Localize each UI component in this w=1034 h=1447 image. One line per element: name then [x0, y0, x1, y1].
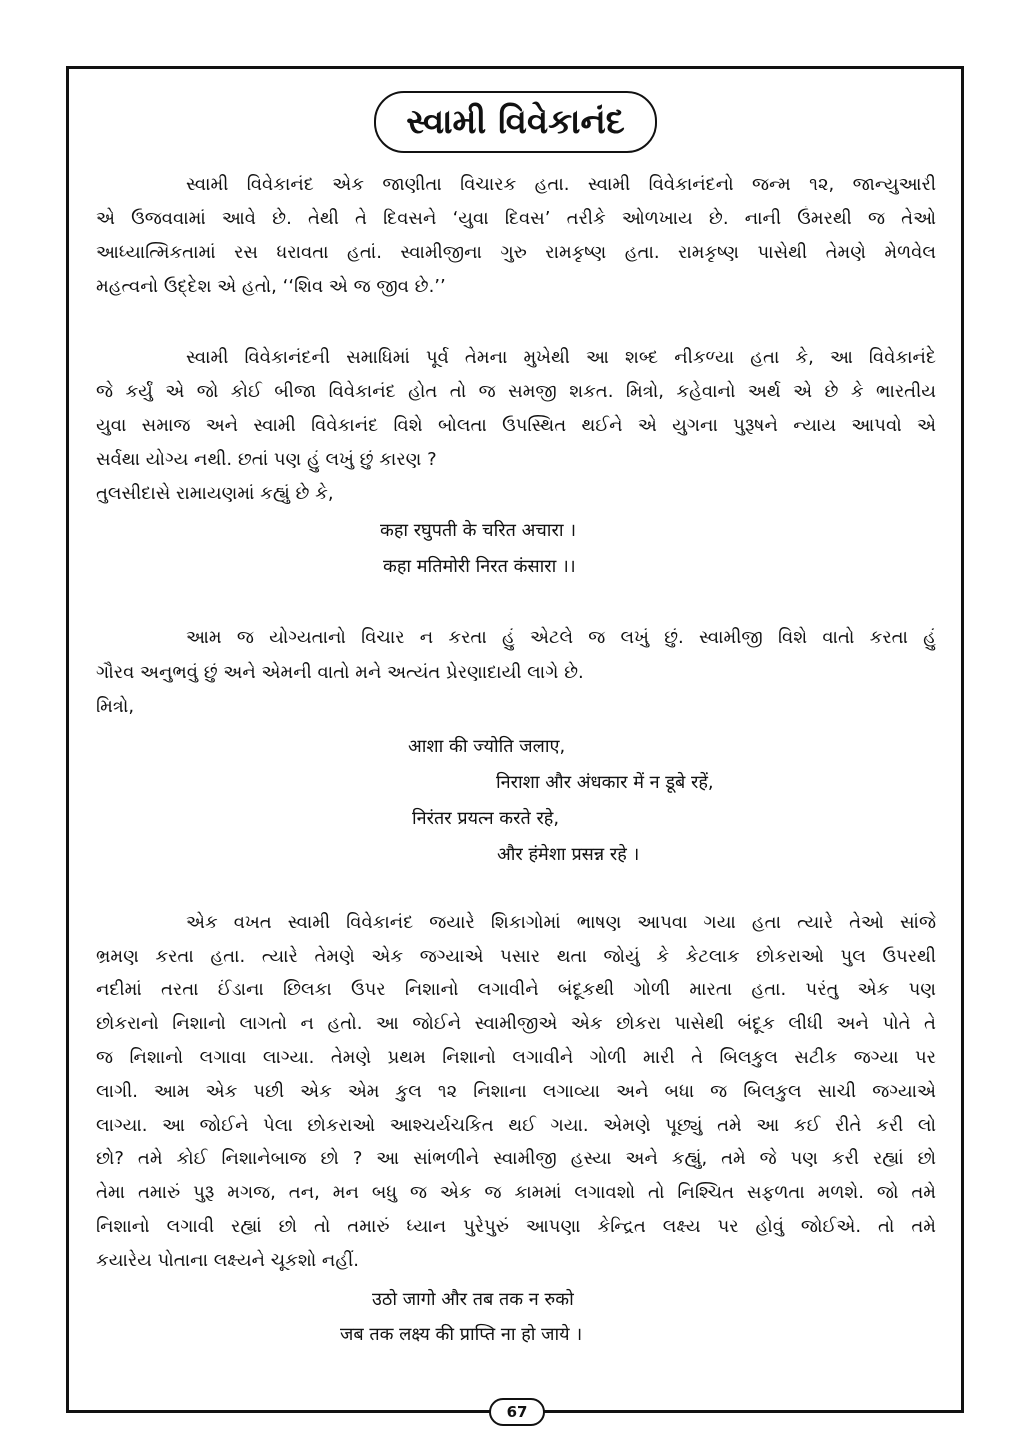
paragraph-1-line-4: મહત્વનો ઉદ્દેશ એ હતો, ‘‘શિવ એ જ જીવ છે.’’ [96, 276, 446, 297]
paragraph-3-line-3: મિત્રો, [96, 696, 135, 717]
paragraph-4-line-11: કયારેય પોતાના લક્ષ્યને ચૂકશો નહીં. [96, 1250, 360, 1271]
paragraph-4-line-3: નદીમાં તરતા ઈંડાના છિલકા ઉપર નિશાનો લગાવીને બંદૂકથી ગોળી મારતા હતા. પરંતુ એક પણ [96, 979, 936, 1000]
paragraph-4-line-1: એક વખત સ્વામી વિવેકાનંદ જયારે શિકાગોમાં ભાષણ આપવા ગયા હતા ત્યારે તેઓ સાંજે [186, 912, 936, 933]
paragraph-4-line-4: છોકરાનો નિશાનો લાગતો ન હતો. આ જોઈને સ્વામીજીએ એક છોકરા પાસેથી બંદૂક લીધી અને પોતે તે [96, 1013, 936, 1034]
verse-3-line-1: उठो जागो और तब तक न रुको [372, 1289, 574, 1310]
paragraph-2-line-5: તુલસીદાસે રામાયણમાં કહ્યું છે કે, [96, 483, 334, 504]
paragraph-1-line-1: સ્વામી વિવેકાનંદ એક જાણીતા વિચારક હતા. સ્વામી વિવેકાનંદનો જન્મ ૧૨, જાન્યુઆરી [186, 174, 936, 195]
paragraph-4-line-5: જ નિશાનો લગાવા લાગ્યા. તેમણે પ્રથમ નિશાનો લગાવીને ગોળી મારી તે બિલકુલ સટીક જગ્યા પર [96, 1047, 936, 1068]
paragraph-4-line-10: નિશાનો લગાવી રહ્યાં છો તો તમારું ધ્યાન પુરેપુરું આપણા કેન્દ્રિત લક્ષ્ય પર હોવું જોઈએ. તો તમે [96, 1216, 936, 1237]
paragraph-2-line-4: સર્વથા યોગ્ય નથી. છતાં પણ હું લખું છું કારણ ? [96, 449, 437, 470]
verse-1-line-2: कहा मतिमोरी निरत कंसारा ।। [383, 556, 576, 577]
verse-2-line-4: और हंमेशा प्रसन्न रहे । [497, 844, 640, 865]
paragraph-4-line-6: લાગી. આમ એક પછી એક એમ કુલ ૧૨ નિશાના લગાવ્યા અને બધા જ બિલકુલ સાચી જગ્યાએ [96, 1081, 936, 1102]
verse-1-line-1: कहा रघुपती के चरित अचारा । [380, 520, 577, 541]
paragraph-2-line-1: સ્વામી વિવેકાનંદની સમાધિમાં પૂર્વ તેમના મુખેથી આ શબ્દ નીકળ્યા હતા કે, આ વિવેકાનંદે [186, 347, 936, 368]
paragraph-3-line-2: ગૌરવ અનુભવું છું અને એમની વાતો મને અત્યંત પ્રેરણાદાયી લાગે છે. [96, 662, 584, 683]
verse-2-line-1: आशा की ज्योति जलाए, [408, 736, 566, 757]
paragraph-2-line-3: યુવા સમાજ અને સ્વામી વિવેકાનંદ વિશે બોલતા ઉપસ્થિત થઈને એ યુગના પુરૂષને ન્યાય આપવો એ [96, 415, 936, 436]
page-title: સ્વામી વિવેકાનંદ [374, 91, 657, 153]
paragraph-2-line-2: જે કર્યું એ જો કોઈ બીજા વિવેકાનંદ હોત તો જ સમજી શકત. મિત્રો, કહેવાનો અર્થ એ છે કે ભારતીય [96, 381, 936, 402]
page-number: 67 [489, 1398, 545, 1426]
verse-2-line-2: निराशा और अंधकार में न डूबे रहें, [496, 772, 714, 793]
verse-2-line-3: निरंतर प्रयत्न करते रहे, [412, 808, 560, 829]
paragraph-4-line-7: લાગ્યા. આ જોઈને પેલા છોકરાઓ આશ્ચર્યચકિત થઈ ગયા. એમણે પૂછ્યું તમે આ કઈ રીતે કરી લો [96, 1115, 936, 1136]
paragraph-4-line-9: તેમા તમારું પુરૂ મગજ, તન, મન બધુ જ એક જ કામમાં લગાવશો તો નિશ્ચિત સફળતા મળશે. જો તમે [96, 1182, 936, 1203]
paragraph-3-line-1: આમ જ યોગ્યતાનો વિચાર ન કરતા હું એટલે જ લખું છું. સ્વામીજી વિશે વાતો કરતા હું [186, 627, 936, 648]
paragraph-1-line-2: એ ઉજવવામાં આવે છે. તેથી તે દિવસને ‘યુવા દિવસ’ તરીકે ઓળખાય છે. નાની ઉંમરથી જ તેઓ [96, 208, 936, 229]
paragraph-4-line-2: ભ્રમણ કરતા હતા. ત્યારે તેમણે એક જગ્યાએ પસાર થતા જોયું કે કેટલાક છોકરાઓ પુલ ઉપરથી [96, 946, 936, 967]
paragraph-4-line-8: છો? તમે કોઈ નિશાનેબાજ છો ? આ સાંભળીને સ્વામીજી હસ્યા અને કહ્યું, તમે જે પણ કરી રહ્યાં છો [96, 1148, 936, 1169]
paragraph-1-line-3: આધ્યાત્મિકતામાં રસ ધરાવતા હતાં. સ્વામીજીના ગુરુ રામકૃષ્ણ હતા. રામકૃષ્ણ પાસેથી તેમણે મેળવેલ [96, 242, 936, 263]
verse-3-line-2: जब तक लक्ष्य की प्राप्ति ना हो जाये । [340, 1324, 583, 1345]
